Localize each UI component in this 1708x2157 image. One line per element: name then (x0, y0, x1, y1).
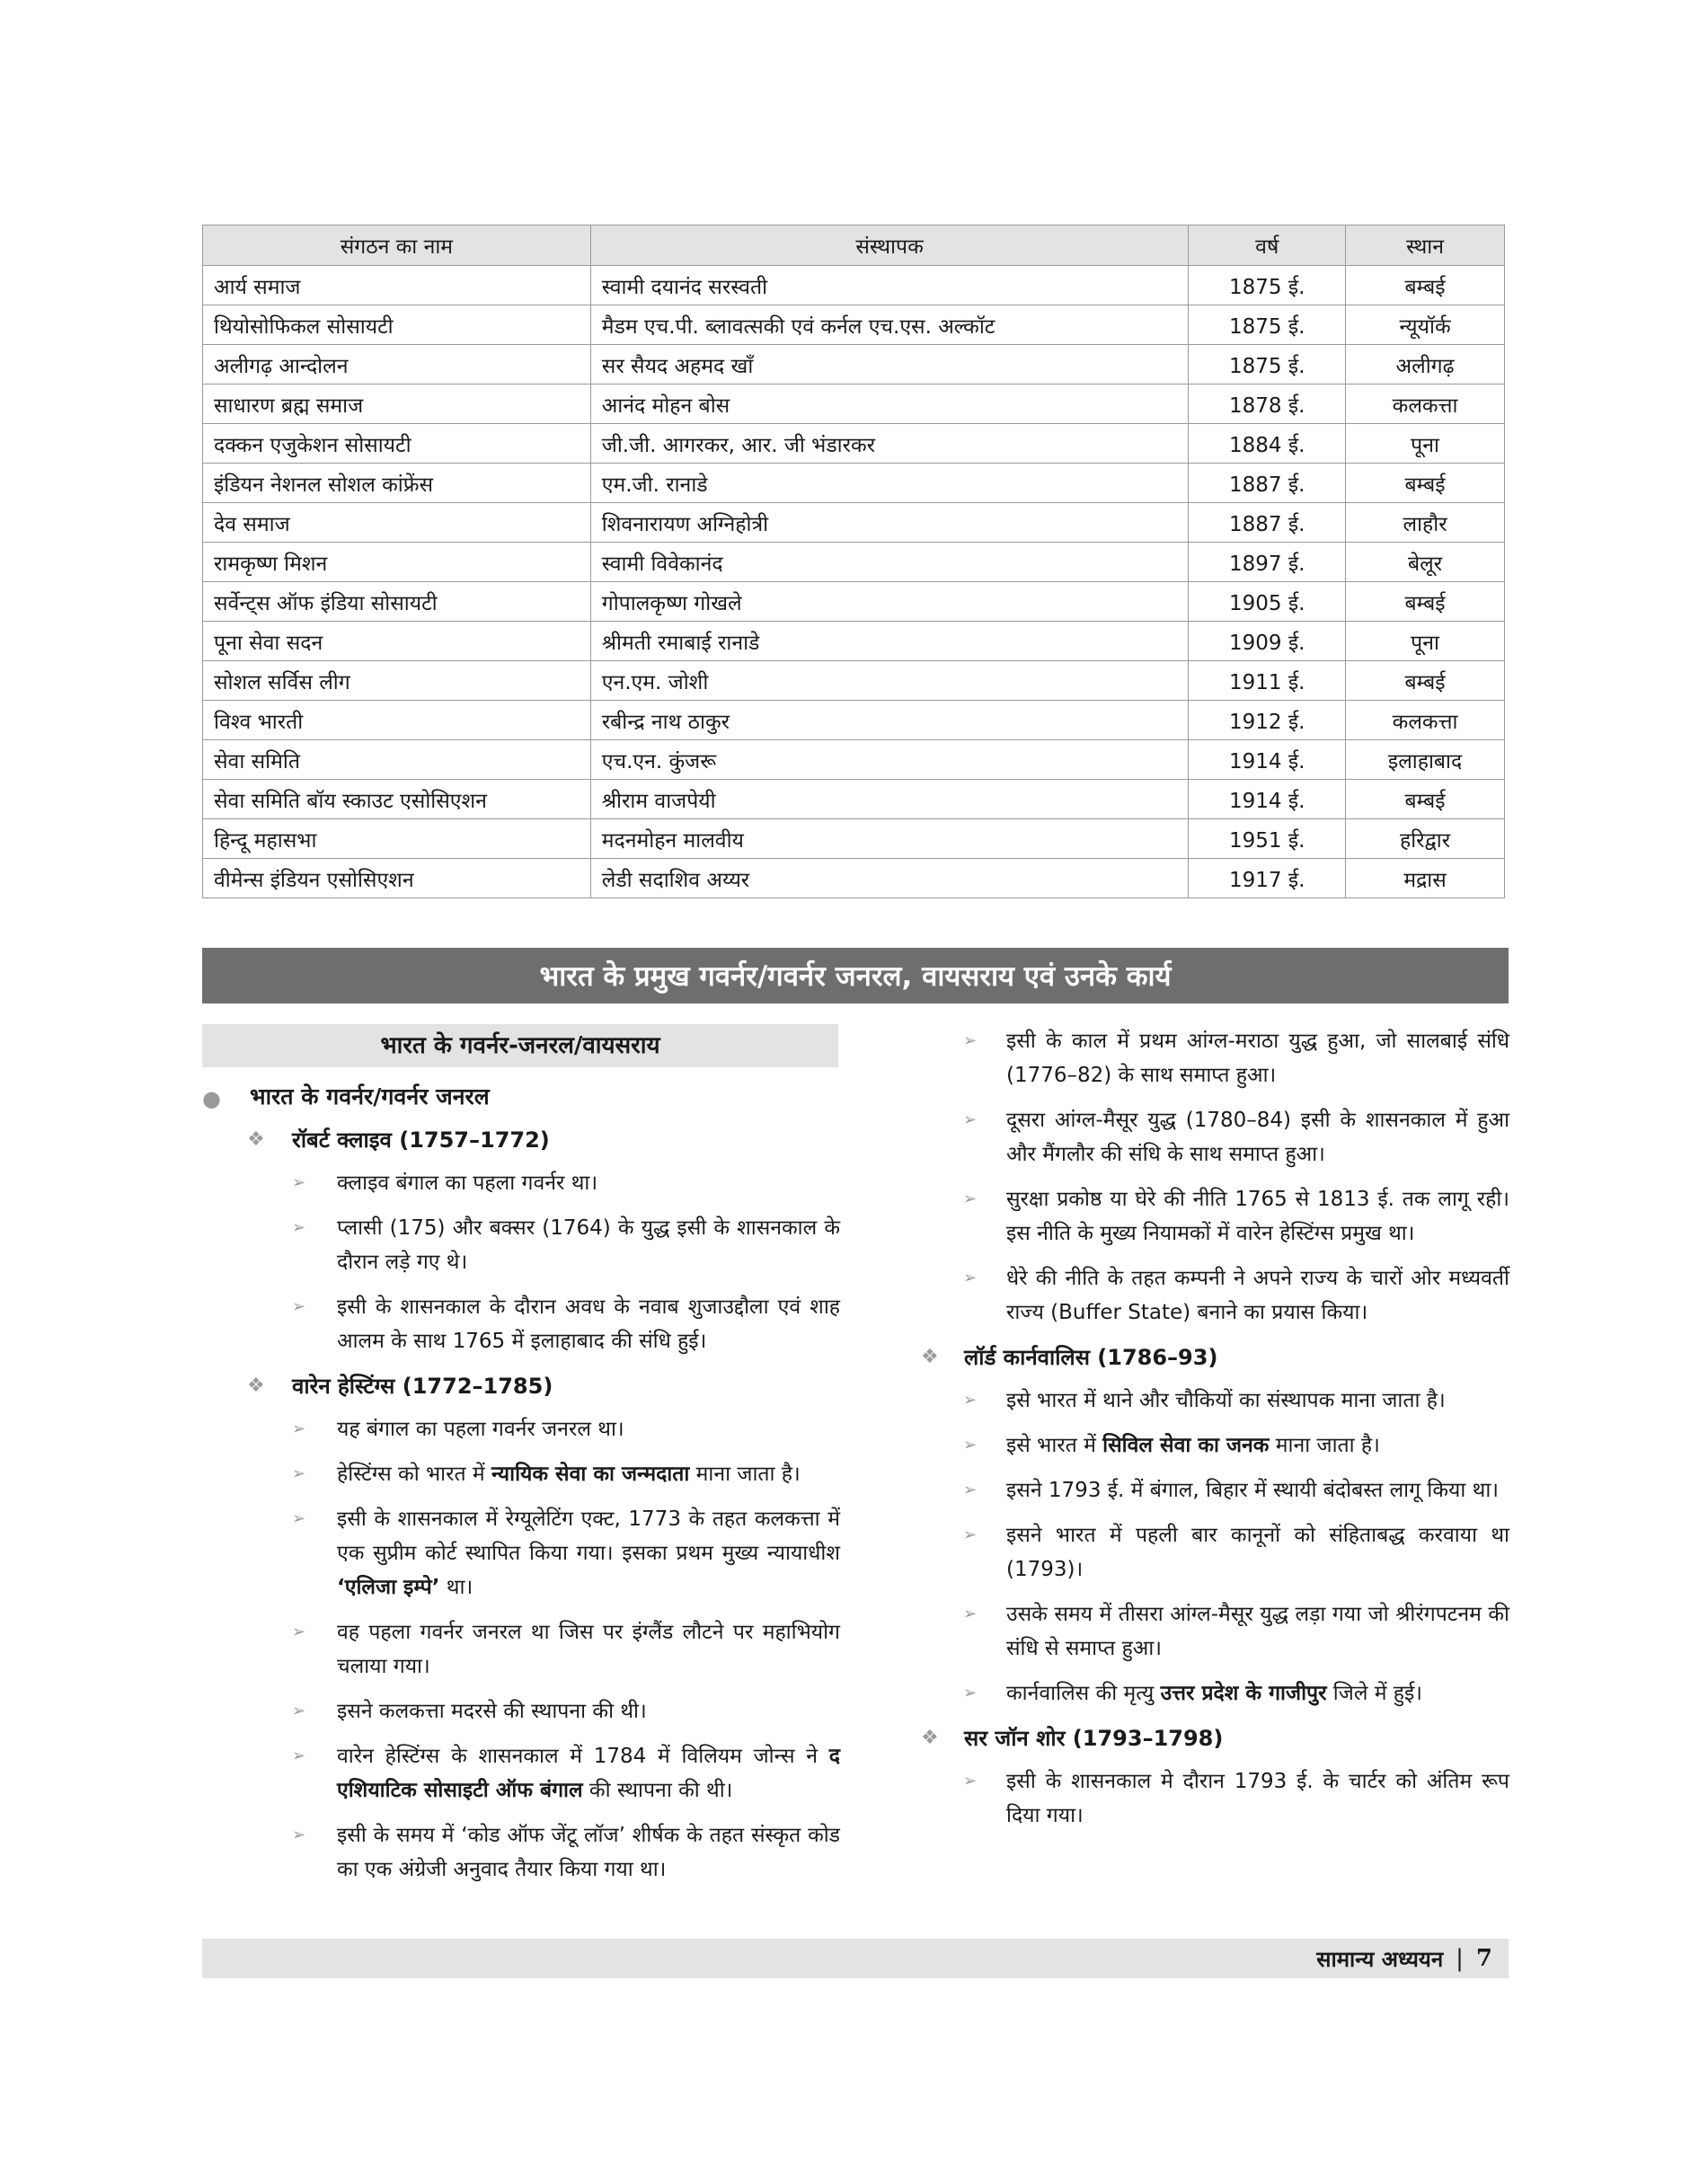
table-row (203, 661, 1505, 701)
cell-year: 1887 ई. (1189, 503, 1346, 543)
cell-founder: श्रीमती रमाबाई रानाडे (590, 622, 1189, 661)
ruler-title: सर जॉन शोर (1793–1798) (964, 1726, 1224, 1751)
list-item-text: प्लासी (175) और बक्सर (1764) के युद्ध इसी के शासनकाल के दौरान लड़े गए थे। (337, 1216, 840, 1274)
cell-founder: जी.जी. आगरकर, आर. जी भंडारकर (590, 424, 1189, 464)
cell-place: बम्बई (1346, 661, 1505, 701)
list-item (202, 1211, 840, 1279)
cell-year: 1875 ई. (1189, 266, 1346, 305)
arrow-bullet-icon: ➢ (963, 1436, 978, 1454)
table-row (203, 819, 1505, 859)
list-item (202, 1502, 840, 1604)
list-item-text: था। (439, 1576, 473, 1599)
arrow-bullet-icon: ➢ (963, 1110, 978, 1129)
cell-year: 1911 ई. (1189, 661, 1346, 701)
list-item-text: वह पहला गवर्नर जनरल था जिस पर इंग्लैंड लौटने पर महाभियोग चलाया गया। (337, 1621, 840, 1678)
list-item (921, 1383, 1509, 1418)
list-item (921, 1103, 1509, 1171)
table-row (203, 266, 1505, 305)
cell-founder: गोपालकृष्ण गोखले (590, 582, 1189, 622)
cell-year: 1951 ई. (1189, 819, 1346, 859)
arrow-bullet-icon: ➢ (963, 1391, 978, 1410)
cell-place: लाहौर (1346, 503, 1505, 543)
cell-place: पूना (1346, 622, 1505, 661)
cell-year: 1914 ई. (1189, 740, 1346, 780)
list-item-text: कार्नवालिस की मृत्यु (1006, 1682, 1161, 1705)
cell-org-name: दक्कन एजुकेशन सोसायटी (203, 424, 591, 464)
footer-separator: | (1456, 1945, 1464, 1972)
arrow-bullet-icon: ➢ (963, 1525, 978, 1544)
table-row (203, 582, 1505, 622)
arrow-bullet-icon: ➢ (292, 1825, 306, 1844)
arrow-bullet-icon: ➢ (292, 1218, 306, 1237)
table-row (203, 622, 1505, 661)
page-footer (202, 1939, 1509, 1978)
section-banner: भारत के प्रमुख गवर्नर/गवर्नर जनरल, वायसराय एवं उनके कार्य (202, 948, 1509, 1003)
cell-place: कलकत्ता (1346, 701, 1505, 740)
table-row (203, 543, 1505, 582)
list-item-text: सुरक्षा प्रकोष्ठ या घेरे की नीति 1765 से 1813 ई. तक लागू रही। इस नीति के मुख्य नियामकों में वारेन हेस्टिंग्स प्रमुख था। (1006, 1188, 1509, 1245)
cell-founder: एन.एम. जोशी (590, 661, 1189, 701)
cell-org-name: सोशल सर्विस लीग (203, 661, 591, 701)
section-heading-text: भारत के गवर्नर/गवर्नर जनरल (250, 1083, 490, 1109)
cell-place: पूना (1346, 424, 1505, 464)
list-item (202, 1166, 840, 1200)
cell-org-name: सेवा समिति बॉय स्काउट एसोसिएशन (203, 780, 591, 819)
left-column (202, 1024, 840, 1897)
list-item (202, 1412, 840, 1446)
arrow-bullet-icon: ➢ (292, 1297, 306, 1316)
list-item-text: इसी के शासनकाल मे दौरान 1793 ई. के चार्टर को अंतिम रूप दिया गया। (1006, 1770, 1509, 1827)
arrow-bullet-icon: ➢ (963, 1269, 978, 1287)
cell-year: 1887 ई. (1189, 464, 1346, 503)
table-row (203, 740, 1505, 780)
list-item-text: माना जाता है। (689, 1463, 801, 1486)
table-row (203, 464, 1505, 503)
header-year: वर्ष (1189, 225, 1346, 266)
cell-year: 1875 ई. (1189, 305, 1346, 345)
cell-year: 1912 ई. (1189, 701, 1346, 740)
cell-year: 1905 ई. (1189, 582, 1346, 622)
cell-place: मद्रास (1346, 859, 1505, 898)
list-item-text: यह बंगाल का पहला गवर्नर जनरल था। (337, 1418, 624, 1441)
ruler-title: वारेन हेस्टिंग्स (1772–1785) (292, 1374, 553, 1399)
organizations-table (202, 225, 1505, 898)
diamond-bullet-icon: ❖ (921, 1346, 939, 1368)
list-item-text: क्लाइव बंगाल का पहला गवर्नर था। (337, 1171, 598, 1195)
cell-year: 1878 ई. (1189, 385, 1346, 424)
list-item-text: इसने भारत में पहली बार कानूनों को संहिताबद्ध करवाया था (1793)। (1006, 1524, 1509, 1581)
header-org-name: संगठन का नाम (203, 225, 591, 266)
cell-place: न्यूयॉर्क (1346, 305, 1505, 345)
cell-org-name: हिन्दू महासभा (203, 819, 591, 859)
emphasis-text: सिविल सेवा का जनक (1102, 1434, 1270, 1457)
cell-place: बम्बई (1346, 780, 1505, 819)
cell-org-name: वीमेन्स इंडियन एसोसिएशन (203, 859, 591, 898)
arrow-bullet-icon: ➢ (963, 1031, 978, 1050)
list-item (921, 1261, 1509, 1330)
emphasis-text: न्यायिक सेवा का जन्मदाता (491, 1463, 690, 1486)
footer-title: सामान्य अध्ययन (1316, 1946, 1444, 1972)
cell-founder: लेडी सदाशिव अय्यर (590, 859, 1189, 898)
diamond-bullet-icon: ❖ (247, 1128, 265, 1151)
cell-org-name: देव समाज (203, 503, 591, 543)
list-item-text: की स्थापना की थी। (582, 1779, 733, 1802)
list-item-text: हेस्टिंग्स को भारत में (337, 1463, 491, 1486)
list-item (202, 1818, 840, 1887)
ruler-title: रॉबर्ट क्लाइव (1757–1772) (292, 1127, 550, 1153)
cell-place: हरिद्वार (1346, 819, 1505, 859)
list-item-text: माना जाता है। (1269, 1434, 1380, 1457)
list-item-text: इसने कलकत्ता मदरसे की स्थापना की थी। (337, 1700, 647, 1723)
cell-founder: मैडम एच.पी. ब्लावत्सकी एवं कर्नल एच.एस. अल्कॉट (590, 305, 1189, 345)
page-number: 7 (1475, 1945, 1492, 1972)
cell-place: कलकत्ता (1346, 385, 1505, 424)
table-row (203, 859, 1505, 898)
cell-year: 1909 ई. (1189, 622, 1346, 661)
arrow-bullet-icon: ➢ (292, 1702, 306, 1720)
list-item-text: धेरे की नीति के तहत कम्पनी ने अपने राज्य के चारों ओर मध्यवर्ती राज्य (Buffer State) बनाने का प्रयास किया। (1006, 1267, 1509, 1324)
list-item (202, 1615, 840, 1684)
list-item (921, 1597, 1509, 1666)
arrow-bullet-icon: ➢ (963, 1604, 978, 1623)
right-column (921, 1024, 1509, 1843)
header-founder: संस्थापक (590, 225, 1189, 266)
ruler-heading-hastings (202, 1369, 840, 1403)
ruler-heading-shore (921, 1721, 1509, 1755)
emphasis-text: द एशियाटिक सोसाइटी ऑफ बंगाल (337, 1745, 840, 1802)
list-item-text: वारेन हेस्टिंग्स के शासनकाल में 1784 में विलियम जोन्स ने (337, 1745, 829, 1768)
cell-founder: मदनमोहन मालवीय (590, 819, 1189, 859)
list-item-text: दूसरा आंग्ल-मैसूर युद्ध (1780–84) इसी के शासनकाल में हुआ और मैंगलौर की संधि के साथ समाप्त हुआ। (1006, 1109, 1509, 1166)
list-item (202, 1694, 840, 1728)
arrow-bullet-icon: ➢ (963, 1481, 978, 1499)
cell-founder: रबीन्द्र नाथ ठाकुर (590, 701, 1189, 740)
cell-founder: सर सैयद अहमद खाँ (590, 345, 1189, 385)
circle-bullet-icon: ● (202, 1086, 221, 1111)
list-item (202, 1739, 840, 1808)
cell-founder: स्वामी दयानंद सरस्वती (590, 266, 1189, 305)
table-row (203, 345, 1505, 385)
list-item-text: इसने 1793 ई. में बंगाल, बिहार में स्थायी बंदोबस्त लागू किया था। (1006, 1479, 1500, 1502)
cell-org-name: विश्व भारती (203, 701, 591, 740)
cell-year: 1897 ई. (1189, 543, 1346, 582)
arrow-bullet-icon: ➢ (963, 1684, 978, 1702)
table-header-row (203, 225, 1505, 266)
list-item (921, 1764, 1509, 1833)
table-row (203, 780, 1505, 819)
table-body (203, 266, 1505, 898)
list-item (202, 1457, 840, 1491)
emphasis-text: उत्तर प्रदेश के गाजीपुर (1160, 1682, 1327, 1705)
cell-place: इलाहाबाद (1346, 740, 1505, 780)
list-item (921, 1518, 1509, 1587)
cell-founder: शिवनारायण अग्निहोत्री (590, 503, 1189, 543)
table-row (203, 701, 1505, 740)
list-item (921, 1182, 1509, 1251)
cell-org-name: अलीगढ़ आन्दोलन (203, 345, 591, 385)
table-row (203, 305, 1505, 345)
arrow-bullet-icon: ➢ (292, 1173, 306, 1192)
ruler-title: लॉर्ड कार्नवालिस (1786–93) (964, 1345, 1218, 1370)
list-item (921, 1473, 1509, 1507)
arrow-bullet-icon: ➢ (292, 1746, 306, 1765)
list-item-text: इसी के शासनकाल के दौरान अवध के नवाब शुजाउद्दौला एवं शाह आलम के साथ 1765 में इलाहाबाद की संधि हुई। (337, 1295, 840, 1353)
cell-place: बम्बई (1346, 582, 1505, 622)
arrow-bullet-icon: ➢ (292, 1464, 306, 1483)
list-item-text: इसी के शासनकाल में रेग्यूलेटिंग एक्ट, 1773 के तहत कलकत्ता में एक सुप्रीम कोर्ट स्थापित किया गया। इसका प्रथम मुख्य न्यायाधीश (337, 1507, 840, 1565)
ruler-heading-clive (202, 1123, 840, 1157)
list-item-text: इसी के समय में ‘कोड ऑफ जेंटू लॉज’ शीर्षक के तहत संस्कृत कोड का एक अंग्रेजी अनुवाद तैयार किया गया था। (337, 1824, 840, 1881)
diamond-bullet-icon: ❖ (921, 1727, 939, 1749)
cell-year: 1914 ई. (1189, 780, 1346, 819)
cell-org-name: आर्य समाज (203, 266, 591, 305)
arrow-bullet-icon: ➢ (292, 1419, 306, 1438)
list-item-text: जिले में हुई। (1326, 1682, 1423, 1705)
section-heading (202, 1080, 840, 1114)
diamond-bullet-icon: ❖ (247, 1375, 265, 1397)
cell-org-name: पूना सेवा सदन (203, 622, 591, 661)
list-item-text: इसे भारत में (1006, 1434, 1103, 1457)
cell-place: बेलूर (1346, 543, 1505, 582)
list-item (921, 1428, 1509, 1463)
cell-founder: एम.जी. रानाडे (590, 464, 1189, 503)
arrow-bullet-icon: ➢ (963, 1772, 978, 1790)
cell-year: 1917 ई. (1189, 859, 1346, 898)
cell-org-name: साधारण ब्रह्म समाज (203, 385, 591, 424)
cell-place: बम्बई (1346, 266, 1505, 305)
emphasis-text: ‘एलिजा इम्पे’ (337, 1576, 440, 1599)
cell-founder: श्रीराम वाजपेयी (590, 780, 1189, 819)
list-item-text: इसी के काल में प्रथम आंग्ल-मराठा युद्ध हुआ, जो सालबाई संधि (1776–82) के साथ समाप्त हुआ। (1006, 1030, 1509, 1087)
list-item-text: इसे भारत में थाने और चौकियों का संस्थापक माना जाता है। (1006, 1389, 1446, 1412)
list-item (921, 1676, 1509, 1711)
cell-org-name: सर्वेन्ट्स ऑफ इंडिया सोसायटी (203, 582, 591, 622)
ruler-heading-cornwallis (921, 1340, 1509, 1375)
cell-year: 1875 ई. (1189, 345, 1346, 385)
cell-founder: स्वामी विवेकानंद (590, 543, 1189, 582)
cell-org-name: सेवा समिति (203, 740, 591, 780)
cell-org-name: थियोसोफिकल सोसायटी (203, 305, 591, 345)
list-item-text: उसके समय में तीसरा आंग्ल-मैसूर युद्ध लड़ा गया जो श्रीरंगपटनम की संधि से समाप्त हुआ। (1006, 1603, 1509, 1660)
subheading: भारत के गवर्नर-जनरल/वायसराय (202, 1024, 838, 1067)
table-row (203, 385, 1505, 424)
list-item (921, 1024, 1509, 1092)
table-row (203, 503, 1505, 543)
cell-place: बम्बई (1346, 464, 1505, 503)
table-row (203, 424, 1505, 464)
arrow-bullet-icon: ➢ (292, 1509, 306, 1528)
arrow-bullet-icon: ➢ (292, 1622, 306, 1641)
cell-place: अलीगढ़ (1346, 345, 1505, 385)
arrow-bullet-icon: ➢ (963, 1189, 978, 1208)
cell-founder: एच.एन. कुंजरू (590, 740, 1189, 780)
header-place: स्थान (1346, 225, 1505, 266)
cell-year: 1884 ई. (1189, 424, 1346, 464)
list-item (202, 1290, 840, 1358)
cell-org-name: इंडियन नेशनल सोशल कांफ्रेंस (203, 464, 591, 503)
cell-org-name: रामकृष्ण मिशन (203, 543, 591, 582)
cell-founder: आनंद मोहन बोस (590, 385, 1189, 424)
